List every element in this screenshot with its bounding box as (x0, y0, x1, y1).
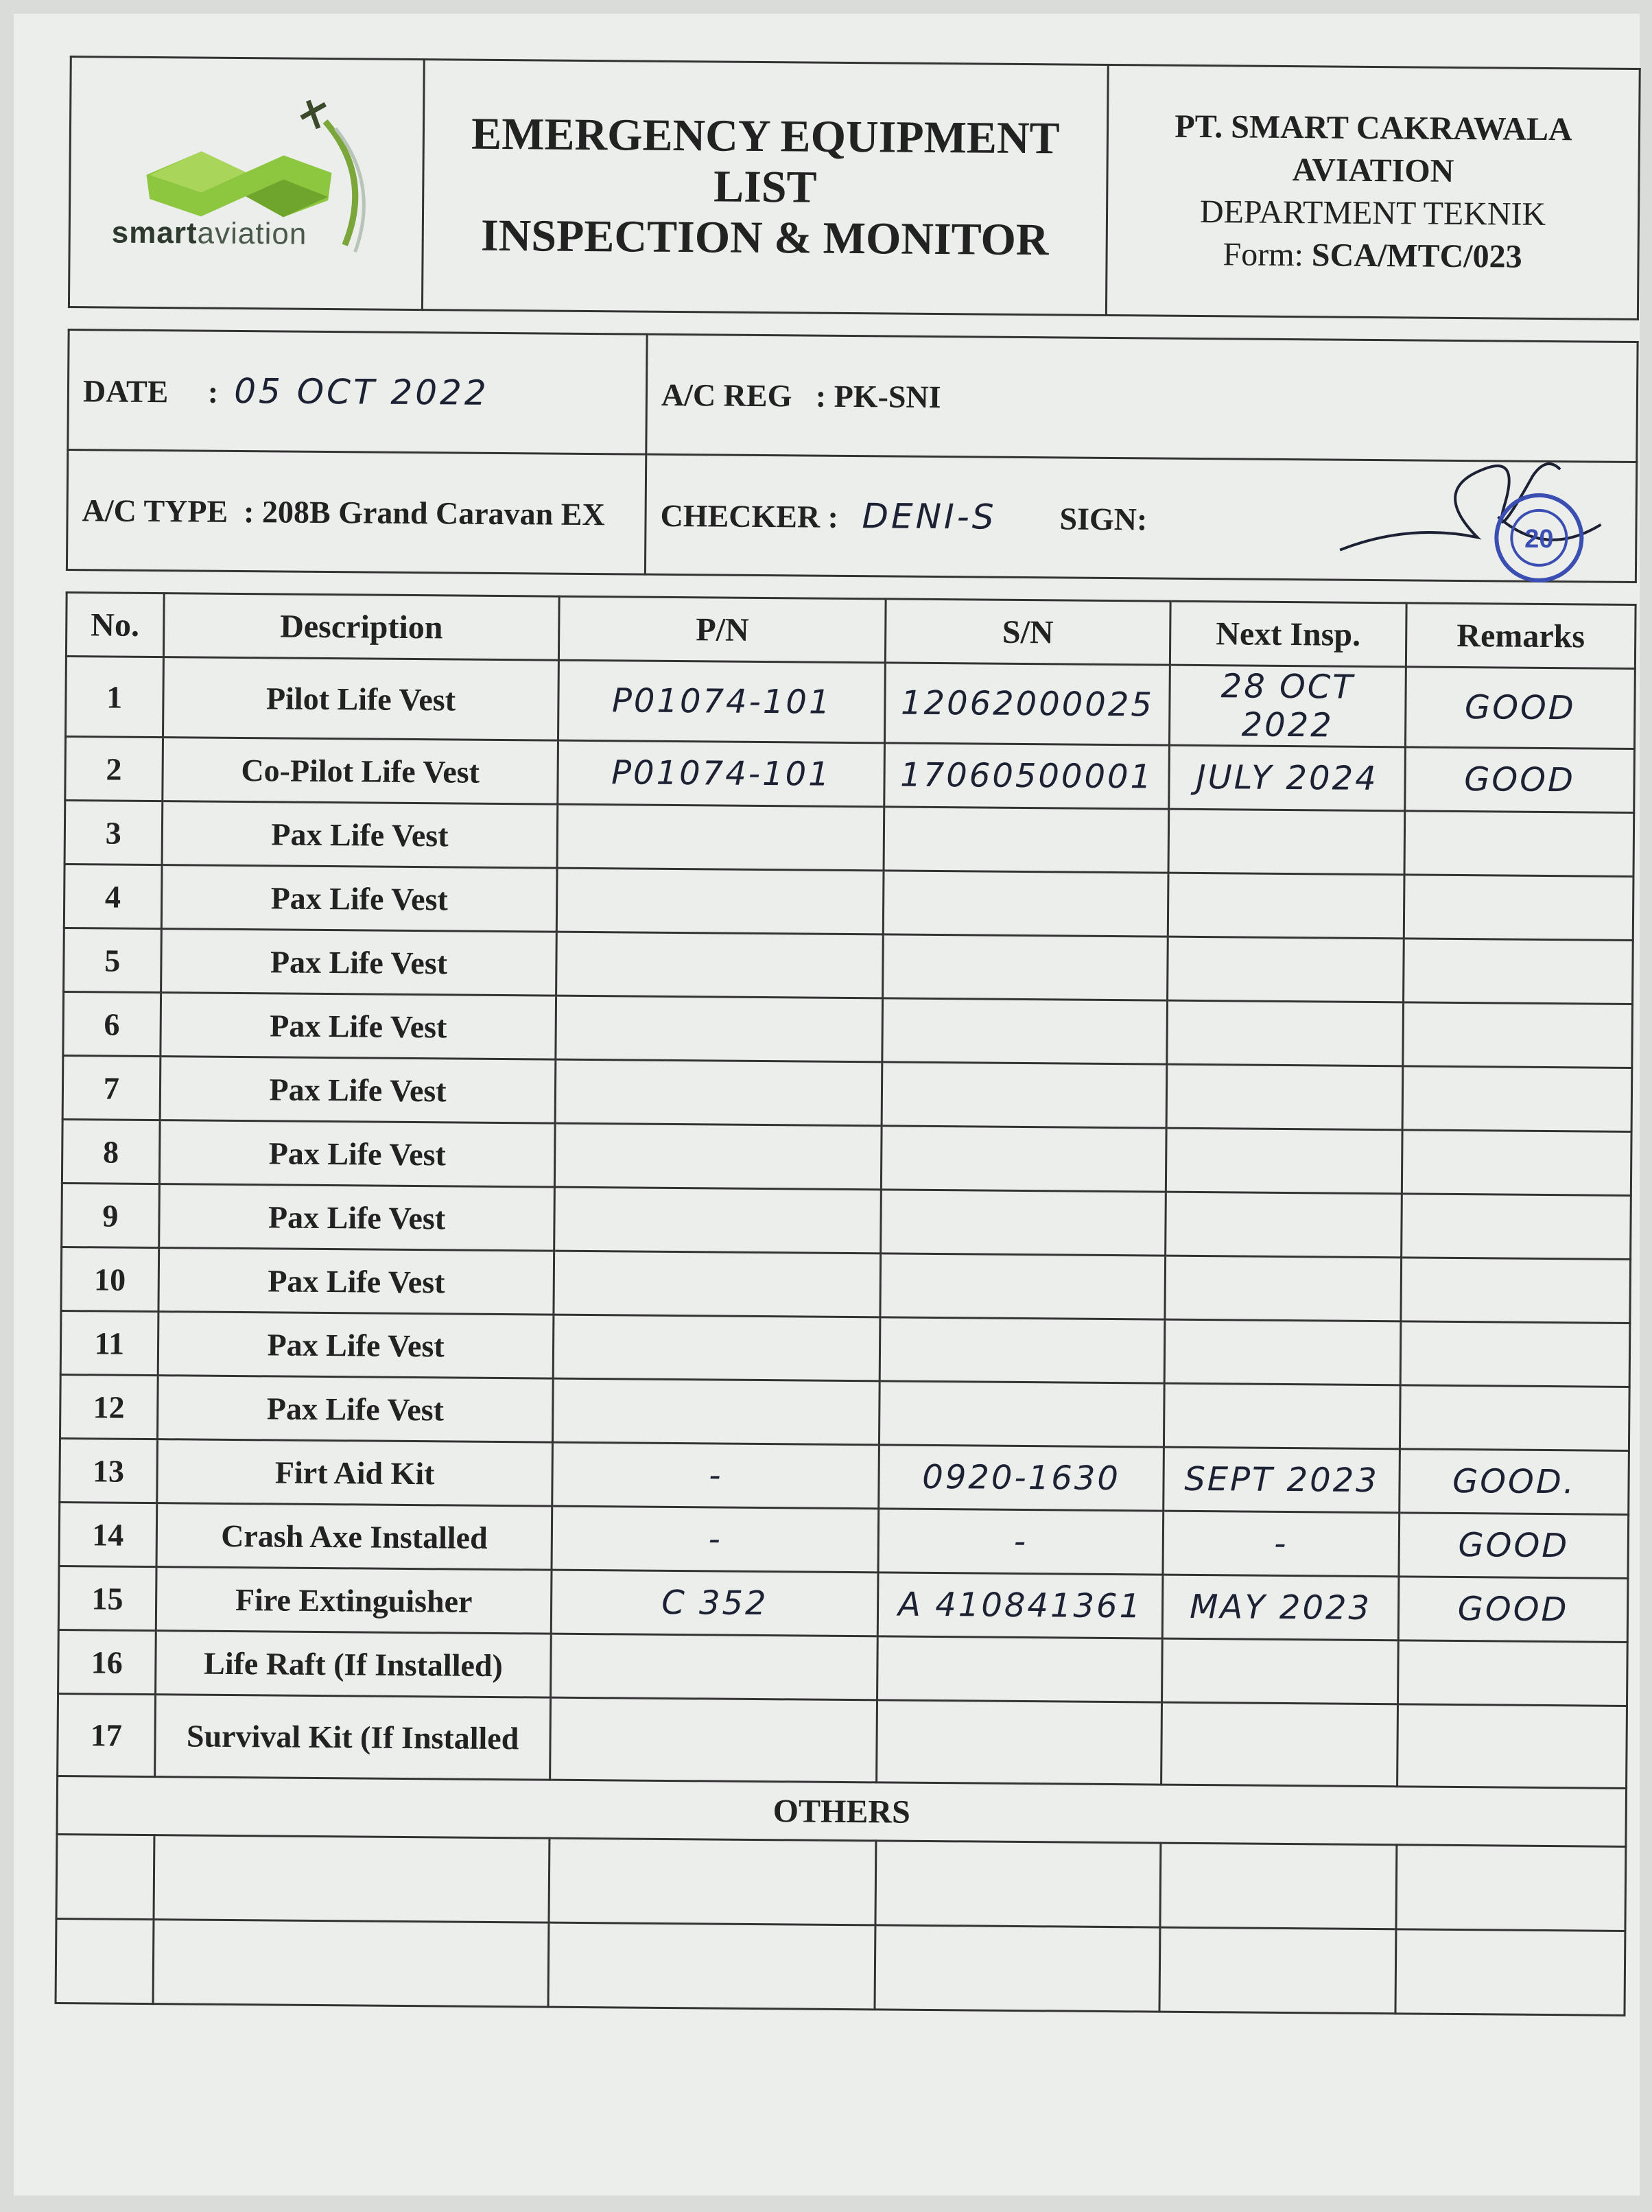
row-description: Crash Axe Installed (156, 1503, 553, 1570)
row-description: Pax Life Vest (159, 1120, 556, 1188)
row-next-insp: MAY 2023 (1162, 1575, 1399, 1640)
row-number: 2 (65, 737, 163, 801)
row-description: Co-Pilot Life Vest (162, 738, 558, 805)
row-description: Firt Aid Kit (156, 1439, 553, 1507)
row-number: 11 (60, 1311, 158, 1376)
ac-type-field: A/C TYPE : 208B Grand Caravan EX (67, 450, 646, 575)
row-sn (884, 807, 1169, 873)
row-remarks: GOOD (1399, 1513, 1629, 1579)
checker-sign-field: CHECKER : DENI-S SIGN: 20 (645, 454, 1636, 582)
form-title: EMERGENCY EQUIPMENT LIST INSPECTION & MONITOR (422, 60, 1108, 316)
row-remarks (1404, 875, 1633, 941)
table-row (58, 1566, 1628, 1642)
logo-cell (69, 57, 424, 310)
col-sn: S/N (885, 599, 1170, 665)
row-sn: A 410841361 (877, 1573, 1163, 1638)
row-description: Pax Life Vest (157, 1376, 554, 1443)
row-pn (556, 932, 883, 998)
svg-text:20: 20 (1524, 524, 1554, 554)
company-logo (97, 85, 394, 279)
row-next-insp: JULY 2024 (1169, 745, 1406, 811)
row-sn: 0920-1630 (879, 1445, 1164, 1511)
row-number: 15 (58, 1566, 156, 1630)
row-number: 9 (62, 1184, 159, 1248)
col-description: Description (163, 593, 560, 661)
row-number: 1 (66, 657, 164, 738)
row-number: 16 (58, 1629, 156, 1694)
row-pn (556, 1059, 882, 1126)
row-next-insp (1168, 809, 1405, 875)
table-row (64, 801, 1634, 877)
row-number: 13 (60, 1439, 157, 1503)
row-next-insp (1165, 1256, 1402, 1321)
row-sn (877, 1700, 1162, 1785)
row-remarks (1398, 1640, 1628, 1706)
row-next-insp: - (1163, 1511, 1400, 1577)
paper-sheet (14, 14, 1640, 2196)
row-sn (882, 1062, 1167, 1128)
row-next-insp (1168, 937, 1404, 1002)
row-next-insp (1167, 1000, 1404, 1066)
table-row (58, 1629, 1628, 1706)
table-row (64, 928, 1633, 1004)
row-next-insp (1166, 1064, 1403, 1130)
date-field: DATE : 05 OCT 2022 (68, 330, 647, 455)
table-row (63, 992, 1633, 1068)
row-description: Pax Life Vest (158, 1312, 554, 1379)
row-description: Pax Life Vest (160, 1057, 556, 1124)
row-description: Pax Life Vest (161, 929, 557, 996)
row-number: 10 (61, 1247, 158, 1312)
row-pn: C 352 (552, 1570, 878, 1636)
logo-wordmark: smartaviation (111, 215, 307, 251)
row-description: Pilot Life Vest (163, 657, 559, 741)
row-description: Pax Life Vest (158, 1248, 555, 1315)
row-sn (880, 1317, 1165, 1383)
row-remarks (1401, 1258, 1631, 1323)
row-sn (882, 998, 1168, 1064)
row-pn (556, 996, 882, 1062)
row-description: Pax Life Vest (158, 1184, 555, 1251)
row-sn (883, 871, 1168, 937)
row-pn (554, 1251, 880, 1317)
company-block: PT. SMART CAKRAWALA AVIATION DEPARTMENT TEKNIK Form: SCA/MTC/023 (1106, 64, 1640, 319)
row-number: 7 (62, 1056, 160, 1120)
row-pn (550, 1697, 877, 1782)
row-remarks (1402, 1194, 1631, 1260)
row-pn (554, 1187, 881, 1254)
row-remarks (1403, 1002, 1633, 1068)
row-sn: 12062000025 (885, 663, 1170, 745)
row-remarks (1400, 1385, 1629, 1451)
row-next-insp: SEPT 2023 (1164, 1447, 1400, 1513)
row-remarks: GOOD (1405, 747, 1635, 813)
table-row (60, 1439, 1629, 1515)
row-sn (881, 1126, 1166, 1192)
table-row (56, 1834, 1626, 1931)
table-row (62, 1184, 1631, 1260)
row-pn: P01074-101 (558, 740, 884, 807)
row-description: Pax Life Vest (162, 801, 558, 869)
row-remarks: GOOD (1398, 1577, 1628, 1643)
row-number: 3 (64, 801, 162, 865)
equipment-table (55, 591, 1637, 2016)
row-number: 5 (64, 928, 161, 993)
row-next-insp (1161, 1638, 1398, 1704)
row-pn: - (552, 1442, 879, 1509)
form-header (68, 56, 1641, 320)
table-row (59, 1503, 1629, 1579)
row-next-insp (1168, 873, 1404, 939)
col-pn: P/N (559, 596, 886, 663)
row-pn (558, 804, 884, 871)
row-next-insp (1164, 1383, 1400, 1449)
others-label: OTHERS (57, 1776, 1627, 1846)
row-sn: - (878, 1509, 1164, 1575)
ac-reg-field: A/C REG : PK-SNI (646, 334, 1638, 462)
col-next-insp: Next Insp. (1170, 601, 1406, 667)
row-pn (557, 868, 884, 934)
row-remarks: GOOD. (1400, 1449, 1629, 1515)
row-description: Life Raft (If Installed) (155, 1631, 552, 1698)
row-next-insp (1161, 1702, 1398, 1787)
row-sn: 17060500001 (884, 743, 1170, 809)
row-description: Pax Life Vest (161, 993, 557, 1060)
row-number: 6 (63, 992, 161, 1057)
table-row (60, 1375, 1629, 1451)
table-row (60, 1311, 1630, 1387)
row-sn (880, 1381, 1165, 1447)
row-number: 8 (62, 1120, 159, 1184)
row-next-insp: 28 OCT 2022 (1169, 665, 1406, 747)
row-pn: - (552, 1506, 878, 1573)
table-header-row (66, 593, 1636, 669)
row-remarks (1404, 939, 1633, 1004)
row-pn (555, 1123, 882, 1190)
row-sn (880, 1254, 1166, 1319)
row-remarks (1397, 1704, 1627, 1789)
row-pn (551, 1634, 877, 1700)
row-number: 14 (59, 1503, 156, 1567)
row-remarks (1400, 1321, 1630, 1387)
row-remarks: GOOD (1405, 667, 1635, 749)
row-number: 4 (64, 864, 161, 929)
row-next-insp (1164, 1319, 1401, 1385)
table-row (62, 1056, 1632, 1132)
row-remarks (1402, 1130, 1631, 1196)
row-description: Fire Extinguisher (156, 1567, 552, 1634)
form-page (54, 56, 1640, 2126)
row-sn (881, 1190, 1166, 1256)
table-row (62, 1120, 1631, 1196)
row-pn (553, 1378, 880, 1445)
col-no: No. (66, 593, 163, 657)
row-next-insp (1166, 1128, 1402, 1194)
col-remarks: Remarks (1406, 603, 1636, 669)
row-sn (883, 934, 1168, 1000)
row-pn (554, 1315, 880, 1381)
row-sn (877, 1636, 1163, 1702)
row-number: 12 (60, 1375, 157, 1439)
table-row (65, 737, 1635, 813)
row-pn: P01074-101 (558, 660, 886, 743)
table-row (58, 1693, 1627, 1788)
aircraft-info (66, 329, 1639, 583)
company-stamp (1491, 489, 1588, 586)
row-description: Pax Life Vest (161, 865, 558, 932)
row-remarks (1404, 811, 1634, 877)
row-next-insp (1166, 1192, 1402, 1258)
row-number: 17 (58, 1693, 156, 1776)
row-remarks (1402, 1066, 1632, 1132)
table-row (56, 1918, 1625, 2015)
table-row (66, 657, 1636, 749)
table-row (64, 864, 1633, 941)
table-row (61, 1247, 1631, 1323)
row-description: Survival Kit (If Installed (154, 1695, 551, 1780)
